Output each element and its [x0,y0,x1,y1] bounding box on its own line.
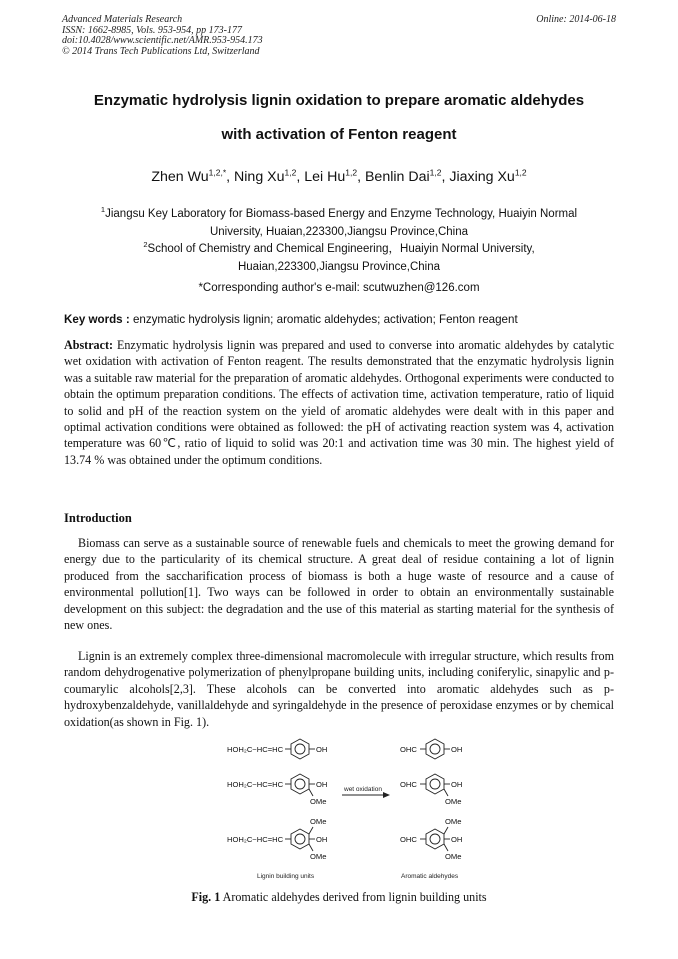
ome-label: OMe [310,797,327,806]
oh-label: OH [451,745,463,754]
affiliation-2: $^2$School of Chemistry and Chemical Engineering，Huaiyin Normal University, Huaian,223300,Jiangsu Province,China [143,240,535,273]
author: Lei Hu$^{1,2}$, [304,167,365,185]
abstract-text: Enzymatic hydrolysis lignin was prepared and used to converse into aromatic aldehydes by catalytic wet oxidation with activation of Fenton reagent. The results demonstrated that the enzymatic hydrolysis lignin was a suitable raw material for the preparation of aromatic aldehydes. Orthogonal experiments were conducted to obtain the optimum preparation conditions. The effects of activation time, activation temperature, ratio of liquid to solid and pH of the reaction system on the yield of aromatic aldehydes were dealt with in this paper and optimal activation conditions were obtained as followed: the pH of activating reaction system was 4, activation temperature was 60℃, ratio of liquid to solid was 20:1 and activation time was 30 min. The highest yield of 13.74 % was obtained under the optimum conditions. [64,338,614,467]
affiliation-1: $^1$Jiangsu Key Laboratory for Biomass-based Energy and Enzyme Technology, Huaiyin Normal University, Huaian,223300,Jiangsu Province,China [100,205,578,238]
oh-label: OH [316,780,328,789]
caption-text: Aromatic aldehydes derived from lignin building units [220,890,487,904]
ohc-label: OHC [400,745,417,754]
doi-line: doi:10.4028/www.scientific.net/AMR.953-954.173 [62,35,263,46]
oh-label: OH [316,835,328,844]
online-date: Online: 2014-06-18 [536,14,616,25]
ome-label: OMe [310,817,327,826]
title-line-1: Enzymatic hydrolysis lignin oxidation to prepare aromatic aldehydes [93,92,585,109]
ome-label: OMe [445,817,462,826]
right-column-label: Aromatic aldehydes [401,873,459,880]
title-line-2: with activation of Fenton reagent [221,126,457,143]
journal-name: Advanced Materials Research [62,14,183,25]
author: Jiaxing Xu$^{1,2}$ [449,167,527,185]
ohc-label: OHC [400,835,417,844]
intro-paragraph-1: Biomass can serve as a sustainable source of renewable fuels and chemicals to meet the growing demand for energy due to the particularity of its chemical structure. A great deal of residue containing a lot of lignin produced from the saccharification process of biomass is both a huge waste of resource and a cause of environmental pollution[1]. Two ways can be followed in order to obtain an environmentally sustainable development on this subject: the degradation and the use of this material as starting material for the synthesis of new ones. [64,536,614,633]
copyright-line: © 2014 Trans Tech Publications Ltd, Switzerland [62,45,260,57]
author: Benlin Dai$^{1,2}$, [364,167,450,185]
issn-line: ISSN: 1662-8985, Vols. 953-954, pp 173-177 [62,24,242,36]
figure-caption [64,890,614,905]
section-heading-introduction: Introduction [64,511,132,525]
keywords-text: enzymatic hydrolysis lignin; aromatic aldehydes; activation; Fenton reagent [129,313,518,326]
oh-label: OH [316,745,328,754]
oh-label: OH [451,780,463,789]
intro-paragraph-2: Lignin is an extremely complex three-dimensional macromolecule with irregular structure, which results from random dehydrogenative polymerization of phenylpropane building units, including coniferylic, sinapylic and p-coumarylic alcohols[2,3]. These alcohols can be converted into aromatic aldehydes such as p-hydroxybenzaldehyde, vanillaldehyde and syringaldehyde in the presence of peroxidase enzymes or by chemical oxidation(as shown in Fig. 1). [64,649,614,729]
chain-label: HOH₂C−HC=HC [227,780,284,789]
ome-label: OMe [445,852,462,861]
caption-label: Fig. 1 [191,890,221,904]
ome-label: OMe [310,852,327,861]
author: Zhen $Wu^{1,2,*}$, [151,167,235,185]
arrow-head-icon [383,792,390,798]
chain-label: HOH₂C−HC=HC [227,835,284,844]
arrow-label: wet oxidation [344,786,382,793]
ome-label: OMe [445,797,462,806]
chain-label: HOH₂C−HC=HC [227,745,284,754]
ohc-label: OHC [400,780,417,789]
corresponding-email: *Corresponding author's e-mail: scutwuzhen@126.com [198,282,480,294]
author: Ning Xu$^{1,2}$, [234,167,305,185]
abstract-label: Abstract: [64,338,114,352]
keywords-label: Key words : [64,313,130,326]
oh-label: OH [451,835,463,844]
left-column-label: Lignin building units [257,873,315,880]
